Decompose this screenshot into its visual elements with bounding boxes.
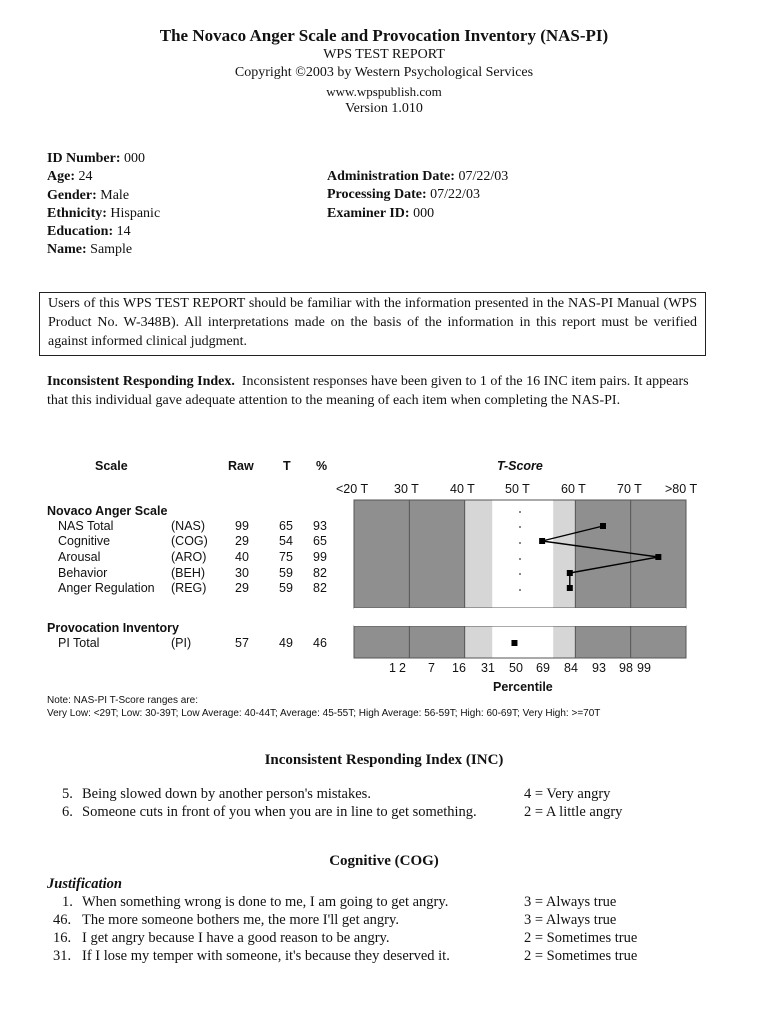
processing-date-value: 07/22/03: [430, 187, 480, 203]
t-tick-label: 30 T: [394, 482, 419, 496]
inc-summary-heading: Inconsistent Responding Index.: [47, 374, 235, 389]
tscore-band: [575, 500, 630, 608]
col-pct-header: %: [316, 459, 328, 473]
tscore-band: [465, 500, 493, 608]
group-pi-heading: Provocation Inventory: [47, 621, 179, 635]
mean-dot: [519, 558, 521, 560]
tscore-note-ranges: Very Low: <29T; Low: 30-39T; Low Average: 40-44T; Average: 45-55T; High Average: 56-59T; High: 60-69T; Very High: >=70T: [47, 708, 601, 719]
website: www.wpspublish.com: [326, 84, 442, 99]
inc-item-number: 6.: [62, 804, 73, 820]
cog-item-response: 3 = Always true: [524, 894, 617, 910]
mean-dot: [519, 511, 521, 513]
t-tick-label: <20 T: [336, 482, 369, 496]
inc-item-text: Someone cuts in front of you when you are in line to get something.: [82, 804, 477, 820]
tscore-band: [553, 500, 575, 608]
percentile-tick: 50: [509, 661, 523, 675]
tscore-band: [492, 626, 553, 658]
examiner-label: Examiner ID:: [327, 205, 410, 221]
t-tick-label: 60 T: [561, 482, 586, 496]
gender-value: Male: [100, 187, 130, 203]
percentile-tick: 99: [637, 661, 651, 675]
examiner-value: 000: [413, 205, 435, 221]
cog-item-text: When something wrong is done to me, I am going to get angry.: [82, 894, 449, 910]
tscore-band: [465, 626, 493, 658]
cog-item-response: 3 = Always true: [524, 912, 617, 928]
processing-date-label: Processing Date:: [327, 187, 427, 203]
t-tick-label: 70 T: [617, 482, 642, 496]
tscore-band: [409, 626, 464, 658]
age-value: 24: [78, 169, 93, 185]
admin-date-label: Administration Date:: [327, 169, 455, 184]
tscore-band: [575, 626, 630, 658]
cog-item-number: 1.: [62, 894, 73, 910]
percentile-tick: 31: [481, 661, 495, 675]
row-raw: 57: [235, 636, 249, 650]
report-title: The Novaco Anger Scale and Provocation Inventory (NAS-PI): [159, 26, 609, 45]
cog-item-response: 2 = Sometimes true: [524, 930, 638, 946]
tscore-band: [354, 500, 409, 608]
age-label: Age:: [47, 169, 75, 185]
cog-item-text: I get angry because I have a good reason to be angry.: [82, 930, 390, 946]
row-name: PI Total: [58, 636, 100, 650]
row-pct: 82: [313, 581, 327, 595]
copyright: Copyright ©2003 by Western Psychological Services: [234, 65, 534, 80]
tscore-note-title: Note: NAS-PI T-Score ranges are:: [47, 695, 198, 706]
mean-dot: [519, 589, 521, 591]
col-scale-header: Scale: [95, 459, 128, 473]
row-name: NAS Total: [58, 519, 114, 533]
row-pct: 93: [313, 519, 327, 533]
profile-point: [567, 570, 573, 576]
cog-item-response: 2 = Sometimes true: [524, 948, 638, 964]
group-nas-heading: Novaco Anger Scale: [47, 504, 168, 518]
gender-label: Gender:: [47, 187, 97, 203]
cog-item-number: 16.: [53, 930, 72, 946]
row-t: 75: [279, 550, 293, 564]
percentile-tick: 84: [564, 661, 578, 675]
row-abbr: (REG): [171, 581, 207, 595]
col-tscore-header: T-Score: [497, 459, 543, 473]
row-name: Behavior: [58, 566, 108, 580]
percentile-tick: 1: [389, 661, 396, 675]
usage-notice-box: Users of this WPS TEST REPORT should be familiar with the information presented in the NAS-PI Manual (WPS Product No. W-348B). All interpretations made on the basis of the information in this report must be verified against informed clinical judgment.: [39, 292, 706, 356]
profile-point: [567, 585, 573, 591]
inc-summary-text: Inconsistent responses have been given to 1 of the 16 INC item pairs. It appears that this individual gave adequate attention to the meaning of each item when completing the NAS-PI.: [47, 374, 689, 408]
admin-date-value: 07/22/03: [458, 169, 509, 184]
tscore-gap-strip: [354, 608, 686, 626]
row-name: Cognitive: [58, 534, 111, 548]
inc-section-title: Inconsistent Responding Index (INC): [264, 752, 504, 768]
profile-point: [655, 554, 661, 560]
version: Version 1.010: [345, 101, 423, 116]
t-tick-label: 40 T: [450, 482, 475, 496]
tscore-band: [631, 626, 686, 658]
id-label: ID Number:: [47, 151, 121, 166]
tscore-band: [553, 626, 575, 658]
tscore-band: [409, 500, 464, 608]
tscore-bands: [354, 500, 686, 658]
t-tick-label: >80 T: [665, 482, 698, 496]
percentile-axis-label: Percentile: [493, 680, 553, 694]
col-t-header: T: [283, 459, 291, 473]
cog-item-text: If I lose my temper with someone, it's because they deserved it.: [82, 948, 450, 964]
inc-item-response: 4 = Very angry: [524, 786, 611, 802]
row-abbr: (NAS): [171, 519, 206, 533]
row-pct: 99: [313, 550, 327, 564]
row-abbr: (ARO): [171, 550, 207, 564]
ethnicity-value: Hispanic: [110, 205, 161, 221]
row-t: 65: [279, 519, 293, 533]
inc-item-number: 5.: [62, 786, 73, 802]
row-pct: 65: [313, 534, 327, 548]
name-label: Name:: [47, 242, 87, 258]
row-raw: 29: [235, 581, 249, 595]
mean-dot: [519, 542, 521, 544]
row-t: 49: [279, 636, 293, 650]
cog-item-text: The more someone bothers me, the more I'll get angry.: [82, 912, 399, 928]
cog-item-number: 31.: [53, 948, 72, 964]
name-value: Sample: [90, 242, 133, 258]
pi-point: [511, 640, 517, 646]
row-t: 59: [279, 581, 293, 595]
row-t: 54: [279, 534, 293, 548]
mean-dot: [519, 526, 521, 528]
percentile-tick: 98: [619, 661, 633, 675]
percentile-tick: 69: [536, 661, 550, 675]
col-raw-header: Raw: [228, 459, 254, 473]
cog-section-title: Cognitive (COG): [329, 853, 439, 869]
row-raw: 29: [235, 534, 249, 548]
row-raw: 40: [235, 550, 249, 564]
row-abbr: (PI): [171, 636, 192, 650]
row-t: 59: [279, 566, 293, 580]
cog-subheading: Justification: [47, 876, 122, 892]
row-name: Anger Regulation: [58, 581, 155, 595]
percentile-tick: 7: [428, 661, 435, 675]
tscore-band: [492, 500, 553, 608]
ethnicity-label: Ethnicity:: [47, 205, 107, 221]
report-subtitle: WPS TEST REPORT: [323, 47, 445, 62]
row-raw: 99: [235, 519, 249, 533]
percentile-tick: 16: [452, 661, 466, 675]
id-value: 000: [124, 151, 145, 166]
percentile-tick: 2: [399, 661, 406, 675]
mean-dot: [519, 573, 521, 575]
inc-item-response: 2 = A little angry: [524, 804, 623, 820]
row-name: Arousal: [58, 550, 101, 564]
t-tick-label: 50 T: [505, 482, 530, 496]
profile-point: [539, 538, 545, 544]
row-abbr: (COG): [171, 534, 208, 548]
tscore-band: [354, 626, 409, 658]
row-abbr: (BEH): [171, 566, 206, 580]
inc-item-text: Being slowed down by another person's mistakes.: [82, 786, 371, 802]
row-pct: 46: [313, 636, 327, 650]
cog-item-number: 46.: [53, 912, 72, 928]
row-raw: 30: [235, 566, 249, 580]
percentile-tick: 93: [592, 661, 606, 675]
education-label: Education:: [47, 224, 114, 240]
profile-point: [600, 523, 606, 529]
row-pct: 82: [313, 566, 327, 580]
education-value: 14: [116, 224, 131, 240]
